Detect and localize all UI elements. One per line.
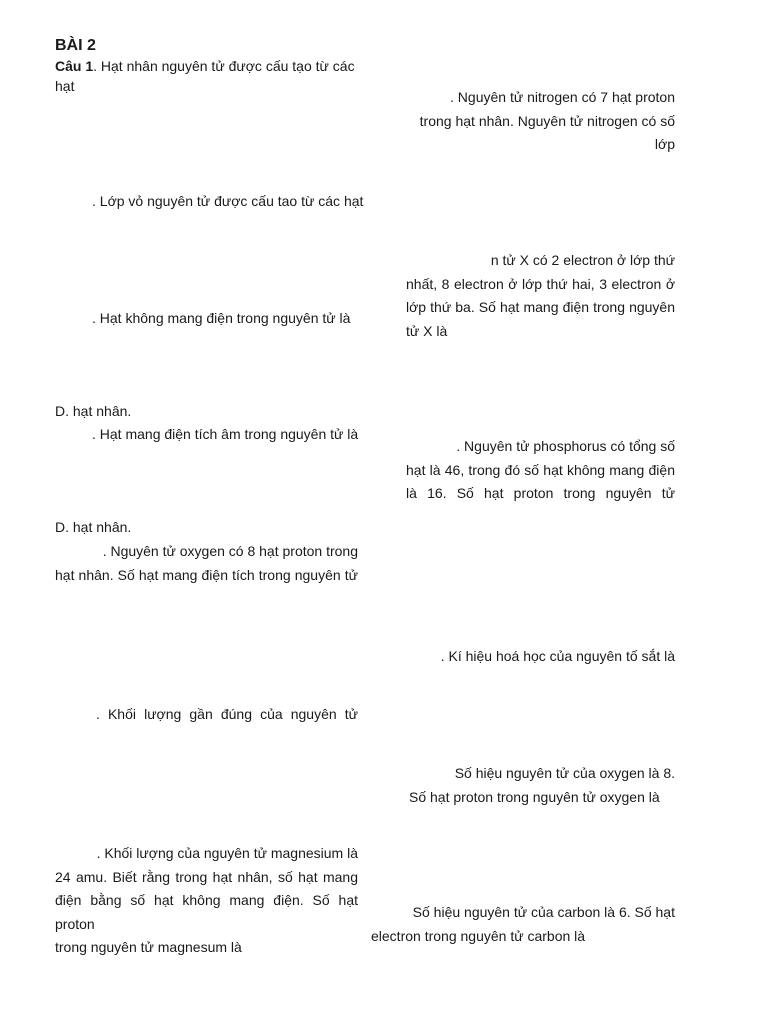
question-1-text-cont: hạt — [55, 78, 75, 94]
question-7-line-2: 24 amu. Biết rằng trong hạt nhân, số hạt mang — [55, 868, 358, 885]
question-4-text: . Hạt mang điện tích âm trong nguyên tử là — [92, 426, 359, 442]
question-2-text: . Lớp vỏ nguyên tử được cấu tao từ các hạt — [92, 193, 364, 209]
question-7 — [55, 842, 358, 960]
question-4 — [92, 423, 372, 447]
question-7-line-3: điện bằng số hạt không mang điện. Số hạt proton — [55, 892, 358, 932]
right-question-5 — [404, 762, 675, 809]
right-question-2-line-1: n tử X có 2 electron ở lớp thứ — [490, 252, 675, 268]
question-5 — [55, 540, 358, 587]
right-question-2-line-2: nhất, 8 electron ở lớp thứ hai, 3 electron ở — [406, 275, 675, 292]
question-6 — [96, 703, 358, 727]
question-7-line-1: . Khối lượng của nguyên tử magnesium là — [96, 845, 358, 861]
right-question-6-line-1: Số hiệu nguyên tử của carbon là 6. Số hạt — [412, 904, 675, 920]
right-question-3 — [406, 435, 675, 506]
right-question-5-line-2: Số hạt proton trong nguyên tử oxygen là — [409, 788, 660, 805]
page-title: BÀI 2 — [55, 37, 96, 54]
question-1 — [55, 56, 355, 96]
question-7-line-4: trong nguyên tử magnesum là — [55, 939, 242, 955]
question-1-label: Câu 1 — [55, 58, 94, 74]
right-question-2 — [406, 249, 675, 343]
right-question-6 — [371, 901, 675, 948]
right-question-3-line-1: . Nguyên tử phosphorus có tổng số — [456, 438, 675, 454]
question-1-text: . Hạt nhân nguyên tử được cấu tạo từ các — [93, 58, 355, 74]
question-4-option-d — [55, 516, 255, 540]
question-2 — [92, 190, 372, 214]
question-5-line-1: . Nguyên tử oxygen có 8 hạt proton trong — [102, 543, 358, 559]
right-question-1-line-2: trong hạt nhân. Nguyên tử nitrogen có số lớp — [419, 112, 675, 152]
right-question-4 — [404, 645, 675, 669]
right-question-3-line-2: hạt là 46, trong đó số hạt không mang điện — [406, 461, 675, 478]
question-6-text: . Khối lượng gần đúng của nguyên tử — [96, 706, 358, 722]
question-3-option-d — [55, 400, 255, 424]
right-question-1-line-1: . Nguyên tử nitrogen có 7 hạt proton — [450, 89, 675, 105]
option-d-text: D. hạt nhân. — [55, 519, 132, 535]
right-question-5-line-1: Số hiệu nguyên tử của oxygen là 8. — [454, 765, 675, 781]
right-question-1 — [404, 86, 675, 157]
option-d-text: D. hạt nhân. — [55, 403, 132, 419]
right-question-6-line-2: electron trong nguyên tử carbon là — [371, 927, 586, 944]
right-question-4-text: . Kí hiệu hoá học của nguyên tố sắt là — [440, 648, 675, 664]
right-question-2-line-3: lớp thứ ba. Số hạt mang điện trong nguyên — [406, 299, 675, 315]
right-question-2-line-4: tử X là — [406, 322, 448, 339]
question-3-text: . Hạt không mang điện trong nguyên tử là — [92, 310, 351, 326]
question-5-line-2: hạt nhân. Số hạt mang điện tích trong nguyên tử — [55, 566, 358, 583]
right-question-3-line-3: là 16. Số hạt proton trong nguyên tử — [406, 485, 675, 501]
question-3 — [92, 307, 372, 331]
